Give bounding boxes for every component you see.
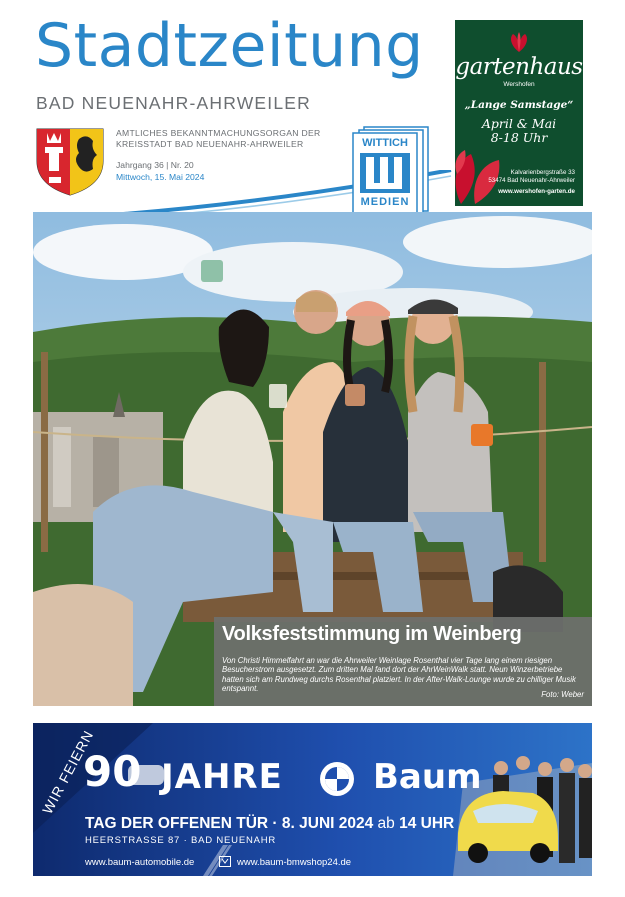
anniversary-ribbon: WIR FEIERN (39, 727, 97, 817)
cover-caption (214, 617, 592, 706)
open-day-event (85, 815, 454, 833)
official-line-1: AMTLICHES BEKANNTMACHUNGSORGAN DER (116, 128, 321, 138)
gartenhaus-ad[interactable] (455, 20, 583, 206)
gartenhaus-brand-sub: Wershofen (503, 81, 535, 88)
anniversary-number: 90 (83, 747, 142, 796)
gartenhaus-hours: 8-18 Uhr (490, 130, 548, 145)
official-line-2: KREISSTADT BAD NEUENAHR-AHRWEILER (116, 138, 304, 149)
cover-body: Von Christi Himmelfahrt an war die Ahrweiler Weinlage Rosenthal vier Tage lang einem riesigen Besucherstrom ausgesetzt. Zum dritten Mal fand dort der AhrWeinWalk statt. Neun Winzerbetriebe hatten sich am Rundweg durchs Rosenthal platziert. In der After-Walk-Lounge wurde zu chilliger Musik entspannt. (222, 656, 576, 694)
gartenhaus-period: April & Mai (481, 116, 557, 131)
red-flower-icon (455, 144, 511, 206)
open-day-time: 14 UHR (399, 815, 455, 832)
photo-credit: Foto: Weber (541, 690, 584, 699)
flower-logo-icon (507, 32, 531, 54)
baum-banner-ad[interactable] (33, 723, 592, 876)
gartenhaus-slogan: „Lange Samstage“ (464, 99, 574, 111)
bmw-logo-icon (319, 761, 355, 797)
banner-background (33, 723, 592, 876)
gartenhaus-brand: gartenhaus (455, 54, 583, 80)
dealer-shop-link[interactable]: www.baum-bmwshop24.de (237, 857, 352, 868)
cover-headline: Volksfeststimmung im Weinberg (222, 623, 522, 645)
dealer-address: HEERSTRASSE 87 · BAD NEUENAHR (85, 835, 277, 846)
issue-number: Jahrgang 36 | Nr. 20 (116, 160, 194, 170)
gartenhaus-street: Kalvarienbergstraße 33 (510, 169, 575, 176)
shop-icon (219, 856, 231, 867)
masthead-title: Stadtzeitung (35, 11, 424, 81)
publisher-logo (350, 125, 430, 215)
open-day-connector: ab (377, 815, 395, 832)
issue-date: Mittwoch, 15. Mai 2024 (116, 172, 205, 182)
official-organ-notice (116, 128, 321, 149)
gartenhaus-city: 53474 Bad Neuenahr-Ahrweiler (488, 177, 575, 184)
dealer-brand: Baum (373, 757, 482, 797)
open-day-title: TAG DER OFFENEN TÜR · 8. JUNI 2024 (85, 815, 374, 832)
dealer-website-link[interactable]: www.baum-automobile.de (85, 857, 195, 868)
publisher-name: WITTICH (362, 137, 408, 149)
anniversary-word: JAHRE (161, 757, 283, 797)
gartenhaus-website[interactable]: www.wershofen-garten.de (498, 188, 575, 195)
masthead-subtitle: BAD NEUENAHR-AHRWEILER (36, 93, 312, 113)
publisher-subname: MEDIEN (360, 196, 410, 208)
